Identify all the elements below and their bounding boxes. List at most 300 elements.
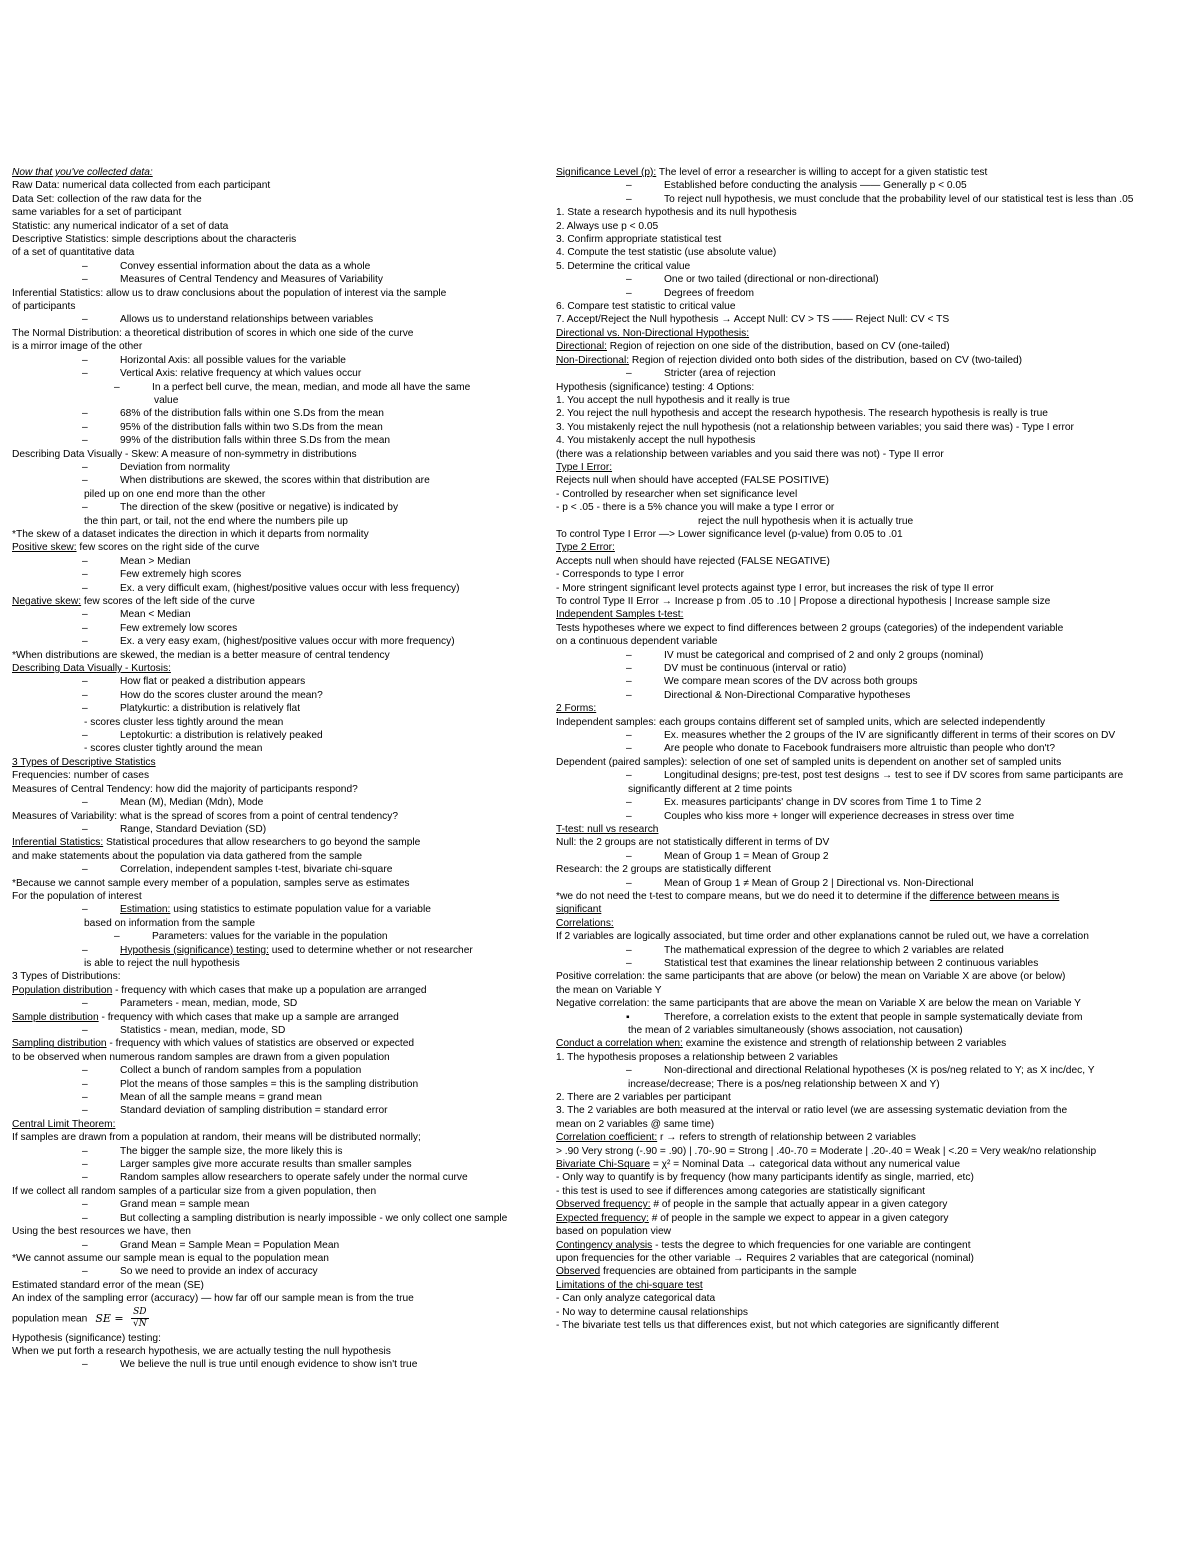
left-note-line <box>12 394 534 407</box>
right-note-line <box>556 434 1188 447</box>
left-note-line <box>12 555 534 568</box>
note-text: value <box>154 394 179 406</box>
right-note-line <box>556 877 1188 890</box>
note-text: Correlations: <box>556 917 614 929</box>
note-text: Limitations of the chi-square test <box>556 1279 703 1291</box>
note-text: Describing Data Visually - Kurtosis: <box>12 663 171 675</box>
note-text: Mean of Group 1 ≠ Mean of Group 2 | Directional vs. Non-Directional <box>664 877 974 889</box>
bullet-dash: – <box>82 475 88 487</box>
note-text: Parameters - mean, median, mode, SD <box>120 998 298 1010</box>
note-text: to be observed when numerous random samples are drawn from a given population <box>12 1051 390 1063</box>
left-note-line <box>12 729 534 742</box>
bullet-dash: – <box>626 180 632 192</box>
bullet-dash: – <box>626 676 632 688</box>
underlined-term: Expected frequency: <box>556 1212 649 1224</box>
note-text: Dependent (paired samples): selection of one set of sampled units is dependent on another set of sampled units <box>556 756 1062 768</box>
right-note-line <box>556 555 1188 568</box>
right-note-line <box>556 917 1188 930</box>
right-note-line <box>556 1024 1188 1037</box>
note-text: (there was a relationship between variables and you said there was not) - Type II error <box>556 448 944 460</box>
bullet-dash: – <box>82 703 88 715</box>
note-text: 99% of the distribution falls within three S.Ds from the mean <box>120 435 391 447</box>
right-note-line <box>556 179 1188 192</box>
underlined-term: Correlation coefficient: <box>556 1132 658 1144</box>
left-note-line <box>12 1212 534 1225</box>
note-text: 3. You mistakenly reject the null hypothesis (not a relationship between variables; you said there was) - Type I error <box>556 421 1074 433</box>
left-note-line <box>12 313 534 326</box>
left-note-line <box>12 702 534 715</box>
note-text: Statistical test that examines the linear relationship between 2 continuous variables <box>664 957 1039 969</box>
underlined-term: Sampling distribution <box>12 1038 107 1050</box>
note-text: Hypothesis (significance) testing: used to determine whether or not researcher <box>120 944 473 956</box>
note-text: Ex. a very difficult exam, (highest/positive values occur with less frequency) <box>120 582 460 594</box>
bullet-dash: – <box>82 797 88 809</box>
note-text: Therefore, a correlation exists to the extent that people in sample systematically deviate from <box>664 1011 1083 1023</box>
note-text: - Only way to quantify is by frequency (how many participants identify as single, married, etc) <box>556 1172 974 1184</box>
note-text: - p < .05 - there is a 5% chance you will make a type I error or <box>556 502 835 514</box>
bullet-dash: – <box>82 1092 88 1104</box>
note-text: upon frequencies for the other variable → Requires 2 variables that are categorical (nominal) <box>556 1252 974 1264</box>
bullet-dash: – <box>82 408 88 420</box>
right-note-line <box>556 1091 1188 1104</box>
note-text: - scores cluster tightly around the mean <box>84 743 263 755</box>
note-text: Few extremely low scores <box>120 622 238 634</box>
right-note-line <box>556 944 1188 957</box>
left-note-line <box>12 568 534 581</box>
note-text: Positive skew: few scores on the right side of the curve <box>12 542 260 554</box>
left-note-line <box>12 1037 534 1050</box>
note-text: is able to reject the null hypothesis <box>84 957 240 969</box>
note-text: Research: the 2 groups are statistically different <box>556 864 771 876</box>
right-note-line <box>556 930 1188 943</box>
note-text: Bivariate Chi-Square = χ² = Nominal Data → categorical data without any numerical value <box>556 1159 960 1171</box>
note-text: Ex. measures participants' change in DV scores from Time 1 to Time 2 <box>664 797 982 809</box>
note-text: the mean on Variable Y <box>556 984 662 996</box>
note-text: When distributions are skewed, the scores within that distribution are <box>120 475 430 487</box>
left-note-line <box>12 890 534 903</box>
left-note-line <box>12 689 534 702</box>
note-text: Describing Data Visually - Skew: A measure of non-symmetry in distributions <box>12 448 357 460</box>
note-text: Non-directional and directional Relational hypotheses (X is pos/neg related to Y; as X inc/dec, Y <box>664 1065 1095 1077</box>
right-note-line <box>556 448 1188 461</box>
left-column <box>12 166 534 1372</box>
left-note-line <box>12 635 534 648</box>
note-text: Measures of Central Tendency: how did the majority of participants respond? <box>12 783 358 795</box>
left-note-line <box>12 823 534 836</box>
bullet-dash: – <box>626 1065 632 1077</box>
bullet-dash: – <box>82 609 88 621</box>
left-note-line <box>12 930 534 943</box>
note-text: But collecting a sampling distribution is nearly impossible - we only collect one sample <box>120 1212 508 1224</box>
note-text: Stricter (area of rejection <box>664 368 776 380</box>
bullet-dash: – <box>82 368 88 380</box>
note-text: Parameters: values for the variable in the population <box>152 931 388 943</box>
note-text: Established before conducting the analysis —— Generally p < 0.05 <box>664 180 967 192</box>
right-note-line <box>556 206 1188 219</box>
note-text: piled up on one end more than the other <box>84 488 266 500</box>
note-text: Raw Data: numerical data collected from each participant <box>12 180 271 192</box>
left-note-line <box>12 903 534 916</box>
bullet-dash: – <box>82 1266 88 1278</box>
note-text: Mean > Median <box>120 555 191 567</box>
left-note-line <box>12 1225 534 1238</box>
formula-lhs: SE = <box>95 1311 128 1325</box>
note-text: Collect a bunch of random samples from a population <box>120 1065 362 1077</box>
bullet-dash: – <box>82 1025 88 1036</box>
left-note-line <box>12 649 534 662</box>
note-text: Statistic: any numerical indicator of a set of data <box>12 220 229 232</box>
note-text: Horizontal Axis: all possible values for the variable <box>120 354 346 366</box>
underlined-term: Contingency analysis <box>556 1239 653 1251</box>
right-note-line <box>556 582 1188 595</box>
left-note-line <box>12 1239 534 1252</box>
right-note-line <box>556 407 1188 420</box>
bullet-dash: – <box>82 622 88 634</box>
bullet-dash: – <box>82 314 88 326</box>
note-text: Random samples allow researchers to operate safely under the normal curve <box>120 1172 468 1184</box>
right-note-line <box>556 340 1188 353</box>
bullet-dash: – <box>82 998 88 1010</box>
right-note-line <box>556 1051 1188 1064</box>
note-text: Now that you've collected data: <box>12 167 153 178</box>
bullet-dash: – <box>82 676 88 688</box>
left-note-line <box>12 1252 534 1265</box>
note-text: Correlation, independent samples t-test, bivariate chi-square <box>120 864 393 876</box>
underlined-term: Hypothesis (significance) testing: <box>120 944 269 956</box>
left-note-line <box>12 179 534 192</box>
left-note-line <box>12 1265 534 1278</box>
bullet-dash: – <box>82 1159 88 1171</box>
note-text: Are people who donate to Facebook fundraisers more altruistic than people who don't? <box>664 743 1056 755</box>
note-text: Descriptive Statistics: simple descriptions about the characteris <box>12 234 297 246</box>
bullet-dash: – <box>626 649 632 661</box>
note-text: 3. Confirm appropriate statistical test <box>556 234 722 246</box>
left-note-line <box>12 783 534 796</box>
note-text: To control Type II Error → Increase p from .05 to .10 | Propose a directional hypothesis | Increase sample size <box>556 596 1051 607</box>
note-text: - The bivariate test tells us that differences exist, but not which categories are significantly different <box>556 1319 999 1331</box>
note-text: - scores cluster less tightly around the mean <box>84 716 284 728</box>
note-text: The direction of the skew (positive or negative) is indicated by <box>120 502 399 514</box>
left-note-line <box>12 166 534 179</box>
right-note-line <box>556 1212 1188 1225</box>
right-note-line <box>556 823 1188 836</box>
note-text: Significance Level (p): The level of error a researcher is willing to accept for a given statistic test <box>556 167 988 178</box>
note-text: 7. Accept/Reject the Null hypothesis → Accept Null: CV > TS —— Reject Null: CV < TS <box>556 314 950 326</box>
note-text: Grand Mean = Sample Mean = Population Mean <box>120 1239 340 1251</box>
note-text: on a continuous dependent variable <box>556 636 718 648</box>
right-note-line <box>556 1319 1188 1332</box>
note-text: Mean (M), Median (Mdn), Mode <box>120 797 264 809</box>
note-text: Frequencies: number of cases <box>12 770 150 782</box>
right-note-line <box>556 1306 1188 1319</box>
underlined-term: Non-Directional: <box>556 354 630 366</box>
right-column <box>556 166 1188 1332</box>
left-note-line <box>12 1306 534 1332</box>
note-text: Conduct a correlation when: examine the existence and strength of relationship between 2 variables <box>556 1038 1007 1050</box>
left-note-line <box>12 1131 534 1144</box>
note-text: Measures of Central Tendency and Measures of Variability <box>120 274 383 286</box>
left-note-line <box>12 381 534 394</box>
left-note-line <box>12 742 534 755</box>
note-text: How do the scores cluster around the mean? <box>120 689 323 701</box>
left-note-line <box>12 1332 534 1345</box>
left-note-line <box>12 944 534 957</box>
right-note-line <box>556 783 1188 796</box>
note-text: The Normal Distribution: a theoretical distribution of scores in which one side of the curve <box>12 327 414 339</box>
bullet-dash: – <box>626 797 632 809</box>
right-note-line <box>556 1198 1188 1211</box>
note-text: Platykurtic: a distribution is relatively flat <box>120 703 301 715</box>
note-text: Grand mean = sample mean <box>120 1199 250 1211</box>
note-text: - this test is used to see if differences among categories are statistically significant <box>556 1185 926 1197</box>
left-note-line <box>12 528 534 541</box>
left-note-line <box>12 582 534 595</box>
left-note-line <box>12 1145 534 1158</box>
note-text: 2 Forms: <box>556 703 597 715</box>
right-note-line <box>556 1078 1188 1091</box>
left-note-line <box>12 1345 534 1358</box>
bullet-dash: – <box>626 877 632 889</box>
right-note-line <box>556 742 1188 755</box>
bullet-dash: – <box>626 770 632 782</box>
note-text: increase/decrease; There is a pos/neg relationship between X and Y) <box>628 1078 940 1090</box>
bullet-dash: – <box>114 381 120 393</box>
left-note-line <box>12 220 534 233</box>
bullet-dash: – <box>82 1078 88 1090</box>
note-text: Estimated standard error of the mean (SE) <box>12 1279 204 1291</box>
note-text: Non-Directional: Region of rejection divided onto both sides of the distribution, based on CV (two-tailed) <box>556 354 1023 366</box>
right-note-line <box>556 246 1188 259</box>
right-note-line <box>556 702 1188 715</box>
note-text: *We cannot assume our sample mean is equal to the population mean <box>12 1252 329 1264</box>
note-text: Expected frequency: # of people in the sample we expect to appear in a given category <box>556 1212 949 1224</box>
note-text: 1. State a research hypothesis and its null hypothesis <box>556 207 797 219</box>
right-note-line <box>556 1158 1188 1171</box>
left-note-line <box>12 970 534 983</box>
right-note-line <box>556 729 1188 742</box>
note-text: Ex. a very easy exam, (highest/positive values occur with more frequency) <box>120 636 455 648</box>
note-text: T-test: null vs research <box>556 823 659 835</box>
note-text: based on population view <box>556 1226 671 1238</box>
right-note-line <box>556 1252 1188 1265</box>
left-note-line <box>12 1279 534 1292</box>
left-note-line <box>12 354 534 367</box>
left-note-line <box>12 421 534 434</box>
left-note-line <box>12 300 534 313</box>
right-note-line <box>556 622 1188 635</box>
bullet-dash: – <box>626 368 632 380</box>
note-text: the thin part, or tail, not the end where the numbers pile up <box>84 515 348 527</box>
underlined-term: Directional: <box>556 341 607 353</box>
note-text: So we need to provide an index of accuracy <box>120 1266 318 1278</box>
note-text: The mathematical expression of the degree to which 2 variables are related <box>664 944 1004 956</box>
note-text: 3 Types of Descriptive Statistics <box>12 756 156 768</box>
right-note-line <box>556 769 1188 782</box>
bullet-dash: – <box>82 1199 88 1211</box>
left-note-line <box>12 850 534 863</box>
bullet-dash: – <box>626 730 632 742</box>
right-note-line <box>556 1104 1188 1117</box>
bullet-dash: – <box>82 435 88 447</box>
left-note-line <box>12 1158 534 1171</box>
note-text: Correlation coefficient: r → refers to strength of relationship between 2 variables <box>556 1132 916 1144</box>
note-text: Population distribution - frequency with which cases that make up a population are arranged <box>12 984 427 996</box>
right-note-line <box>556 810 1188 823</box>
note-text: > .90 Very strong (-.90 = .90) | .70-.90 = Strong | .40-.70 = Moderate | .20-.40 = Weak | <.20 = Very weak/no relationship <box>556 1145 1097 1157</box>
note-text: *Because we cannot sample every member of a population, samples serve as estimates <box>12 877 410 889</box>
right-note-line <box>556 367 1188 380</box>
right-note-line <box>556 595 1188 608</box>
left-note-line <box>12 716 534 729</box>
underlined-term: Positive skew: <box>12 542 77 554</box>
bullet-dash: – <box>82 502 88 514</box>
bullet-dash: – <box>626 957 632 969</box>
note-text: Contingency analysis - tests the degree to which frequencies for one variable are contingent <box>556 1239 971 1251</box>
bullet-dash: – <box>114 931 120 943</box>
left-note-line <box>12 917 534 930</box>
underlined-term: Bivariate Chi-Square <box>556 1159 650 1171</box>
right-note-line <box>556 313 1188 326</box>
right-note-line <box>556 1171 1188 1184</box>
note-text: of participants <box>12 301 76 313</box>
left-note-line <box>12 1171 534 1184</box>
bullet-dash: – <box>82 461 88 473</box>
left-note-line <box>12 608 534 621</box>
left-note-line <box>12 796 534 809</box>
right-note-line <box>556 890 1188 903</box>
note-text: When we put forth a research hypothesis, we are actually testing the null hypothesis <box>12 1345 391 1357</box>
bullet-dash: – <box>626 944 632 956</box>
right-note-line <box>556 1185 1188 1198</box>
note-text: 1. You accept the null hypothesis and it really is true <box>556 394 790 406</box>
note-text: Accepts null when should have rejected (FALSE NEGATIVE) <box>556 555 830 567</box>
left-note-line <box>12 367 534 380</box>
underlined-term: Inferential Statistics: <box>12 837 104 849</box>
left-note-line <box>12 662 534 675</box>
note-text: Data Set: collection of the raw data for the <box>12 193 202 205</box>
right-note-line <box>556 675 1188 688</box>
right-note-line <box>556 260 1188 273</box>
left-note-line <box>12 957 534 970</box>
note-text: Positive correlation: the same participants that are above (or below) the mean on Variable X are above (or below) <box>556 971 1066 983</box>
note-text: of a set of quantitative data <box>12 247 135 259</box>
right-note-line <box>556 541 1188 554</box>
note-text: Hypothesis (significance) testing: <box>12 1332 161 1344</box>
note-text: is a mirror image of the other <box>12 341 143 353</box>
left-note-line <box>12 997 534 1010</box>
note-text: Longitudinal designs; pre-test, post test designs → test to see if DV scores from same participants are <box>664 770 1124 782</box>
note-text: same variables for a set of participant <box>12 207 182 219</box>
right-note-line <box>556 635 1188 648</box>
note-text: Allows us to understand relationships between variables <box>120 314 374 326</box>
note-text: the mean of 2 variables simultaneously (shows association, not causation) <box>628 1025 963 1036</box>
left-note-line <box>12 246 534 259</box>
right-note-line <box>556 461 1188 474</box>
note-text: Couples who kiss more + longer will experience decreases in stress over time <box>664 810 1015 822</box>
bullet-dash: – <box>82 421 88 433</box>
right-note-line <box>556 984 1188 997</box>
right-note-line <box>556 474 1188 487</box>
note-text: Rejects null when should have accepted (FALSE POSITIVE) <box>556 475 829 487</box>
note-text: The bigger the sample size, the more likely this is <box>120 1145 343 1157</box>
note-text: For the population of interest <box>12 890 142 902</box>
note-text: Mean of Group 1 = Mean of Group 2 <box>664 850 829 862</box>
note-text: *When distributions are skewed, the median is a better measure of central tendency <box>12 649 390 661</box>
bullet-dash: ▪ <box>626 1011 630 1023</box>
note-text: 68% of the distribution falls within one S.Ds from the mean <box>120 408 384 420</box>
right-note-line <box>556 649 1188 662</box>
right-note-line <box>556 608 1188 621</box>
bullet-dash: – <box>82 636 88 648</box>
bullet-dash: – <box>626 743 632 755</box>
left-note-line <box>12 474 534 487</box>
note-text: 2. There are 2 variables per participant <box>556 1092 731 1104</box>
note-text: Measures of Variability: what is the spread of scores from a point of central tendency? <box>12 810 398 822</box>
note-text: Plot the means of those samples = this is the sampling distribution <box>120 1078 419 1090</box>
note-text: If samples are drawn from a population at random, their means will be distributed normally; <box>12 1132 421 1144</box>
left-note-line <box>12 287 534 300</box>
note-text: To reject null hypothesis, we must conclude that the probability level of our statistical test is less than .05 <box>664 193 1134 205</box>
note-text: Ex. measures whether the 2 groups of the IV are significantly different in terms of their scores on DV <box>664 730 1116 742</box>
left-note-line <box>12 273 534 286</box>
note-text: Negative correlation: the same participants that are above the mean on Variable X are below the mean on Variable Y <box>556 998 1081 1010</box>
note-text: Sample distribution - frequency with which cases that make up a sample are arranged <box>12 1011 399 1023</box>
note-text: 2. Always use p < 0.05 <box>556 220 659 232</box>
underlined-term: Observed <box>556 1266 601 1278</box>
bullet-dash: – <box>626 287 632 299</box>
note-text: significantly different at 2 time points <box>628 783 793 795</box>
left-note-line <box>12 1358 534 1371</box>
underlined-term: difference between means is <box>929 890 1060 902</box>
left-note-line <box>12 622 534 635</box>
underlined-term: Population distribution <box>12 984 113 996</box>
note-text: significant <box>556 904 602 916</box>
note-text: 1. The hypothesis proposes a relationship between 2 variables <box>556 1051 838 1063</box>
note-text: Tests hypotheses where we expect to find differences between 2 groups (categories) of the independent variable <box>556 622 1064 634</box>
right-note-line <box>556 300 1188 313</box>
underlined-term: Conduct a correlation when: <box>556 1038 683 1050</box>
right-note-line <box>556 220 1188 233</box>
left-note-line <box>12 233 534 246</box>
left-note-line <box>12 501 534 514</box>
left-note-line <box>12 836 534 849</box>
left-note-line <box>12 1011 534 1024</box>
formula-denominator: √N <box>133 1319 147 1330</box>
bullet-dash: – <box>82 904 88 916</box>
left-note-line <box>12 877 534 890</box>
note-text: Type 2 Error: <box>556 542 615 554</box>
left-note-line <box>12 448 534 461</box>
note-text: Mean of all the sample means = grand mean <box>120 1092 322 1104</box>
right-note-line <box>556 501 1188 514</box>
bullet-dash: – <box>82 1239 88 1251</box>
bullet-dash: – <box>82 569 88 581</box>
bullet-dash: – <box>82 1212 88 1224</box>
note-text: Convey essential information about the data as a whole <box>120 260 371 272</box>
right-note-line <box>556 233 1188 246</box>
note-text: DV must be continuous (interval or ratio) <box>664 663 847 675</box>
bullet-dash: – <box>82 1172 88 1184</box>
left-note-line <box>12 327 534 340</box>
note-text: Leptokurtic: a distribution is relatively peaked <box>120 730 323 742</box>
bullet-dash: – <box>626 663 632 675</box>
note-text: population mean <box>12 1313 88 1325</box>
right-note-line <box>556 957 1188 970</box>
bullet-dash: – <box>626 850 632 862</box>
note-text: 95% of the distribution falls within two S.Ds from the mean <box>120 421 383 433</box>
note-text: mean on 2 variables @ same time) <box>556 1118 715 1130</box>
right-note-line <box>556 488 1188 501</box>
